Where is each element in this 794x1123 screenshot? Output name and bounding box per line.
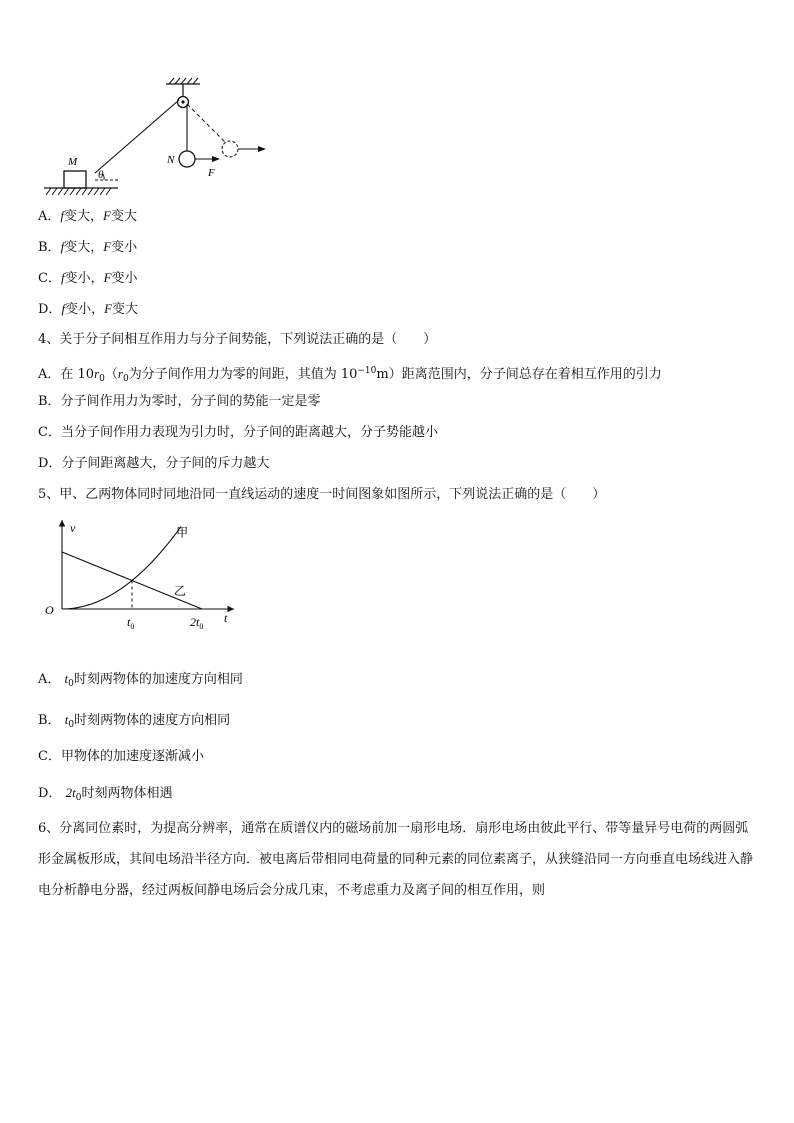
option-letter: C．	[38, 749, 61, 764]
x-tick-label-0: $t_0$	[127, 615, 135, 631]
q5-stem: 5、甲、乙两物体同时同地沿同一直线运动的速度一时间图象如图所示，下列说法正确的是（ ）	[38, 487, 606, 502]
q4-option-b: B．分子间作用力为零时，分子间的势能一定是零	[38, 394, 321, 409]
option-text: 变大	[112, 302, 139, 317]
var-f: f	[60, 270, 65, 285]
q5-option-b	[38, 711, 230, 734]
q4-option-a	[38, 362, 662, 388]
option-text: 时刻两物体相遇	[81, 786, 173, 801]
q3-option-d	[38, 300, 138, 319]
var-t: t	[64, 712, 69, 727]
option-letter: D．	[38, 302, 62, 317]
label-N: N	[167, 154, 175, 166]
var-r: r	[117, 366, 123, 381]
series-label-0: 甲	[176, 525, 189, 540]
option-text: 变小	[111, 240, 138, 255]
q3-option-c	[38, 269, 138, 288]
option-letter: D．	[38, 786, 62, 801]
var-t: t	[64, 671, 69, 686]
y-axis-label: v	[70, 521, 76, 535]
exponent: −10	[357, 366, 377, 376]
option-letter: B．	[38, 713, 61, 728]
subscript: 0	[122, 374, 129, 384]
label-theta: θ	[98, 169, 104, 181]
series-label-1: 乙	[174, 583, 187, 598]
option-letter: B．	[38, 240, 61, 255]
option-text: 变大，	[64, 240, 104, 255]
option-text: 变小，	[64, 271, 104, 286]
subscript: 0	[68, 679, 74, 689]
label-M: M	[68, 156, 78, 168]
subscript: 0	[99, 374, 105, 384]
subscript: 0	[68, 720, 75, 730]
velocity-time-chart	[38, 516, 248, 636]
q3-option-a	[38, 207, 137, 226]
x-axis-label: t	[224, 611, 228, 625]
text: 为分子间作用力为零的间距，其值为 10	[128, 367, 358, 382]
var-2t: 2t	[65, 785, 76, 800]
q3-option-b	[38, 238, 137, 257]
series-line-0	[62, 527, 181, 609]
var-F: F	[104, 301, 113, 316]
q4-option-c: C．当分子间作用力表现为引力时，分子间的距离越大，分子势能越小	[38, 425, 438, 440]
option-letter: A．	[38, 209, 61, 224]
q6-text: 6、分离同位素时，为提高分辨率，通常在质谱仪内的磁场前加一扇形电场．扇形电场由彼此平行、带等量异号电荷的两圆弧形金属板形成，其间电场沿半径方向．被电离后带相同电荷量的同种元素的同位素离子，从狭缝沿同一方向垂直电场线进入静电分析静电分器，经过两板间静电场后会分成几束，不考虑重力及离子间的相互作用，则	[38, 821, 754, 898]
text: 在 10	[60, 367, 95, 382]
pulley-figure	[38, 74, 278, 202]
var-F: F	[103, 208, 111, 223]
var-r: r	[94, 366, 100, 381]
text: m）距离范围内，分子间总存在着相互作用的引力	[376, 367, 662, 382]
q5-option-d	[38, 784, 172, 807]
label-F: F	[208, 167, 215, 179]
option-text: 变小，	[65, 302, 105, 317]
q5-option-c	[38, 748, 204, 766]
option-letter: A．	[38, 672, 61, 687]
var-F: F	[103, 239, 112, 254]
subscript: 0	[75, 793, 82, 803]
option-letter: A．	[38, 367, 61, 382]
option-text: 甲物体的加速度逐渐减小	[60, 749, 204, 764]
option-text: 变大	[110, 209, 137, 224]
option-text: 变小	[111, 271, 138, 286]
option-letter: C．	[38, 271, 61, 286]
var-f: f	[61, 301, 66, 316]
option-text: 时刻两物体的速度方向相同	[74, 713, 231, 728]
var-f: f	[60, 239, 65, 254]
x-tick-label-1: $2t_0$	[190, 615, 204, 631]
origin-label: O	[45, 603, 54, 617]
q4-stem: 4、关于分子间相互作用力与分子间势能，下列说法正确的是（ ）	[38, 332, 437, 347]
text: （	[104, 367, 118, 382]
var-F: F	[103, 270, 112, 285]
var-f: f	[60, 208, 65, 223]
q5-option-a	[38, 670, 243, 693]
option-text: 变大，	[64, 209, 104, 224]
q4-option-d: D．分子间距离越大，分子间的斥力越大	[38, 456, 270, 471]
option-text: 时刻两物体的加速度方向相同	[73, 672, 243, 687]
